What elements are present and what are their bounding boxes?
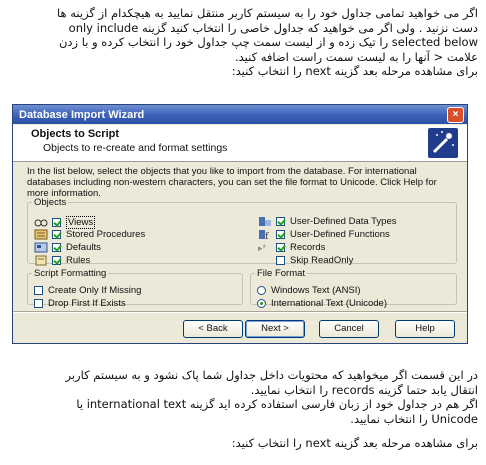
views-option[interactable] [34, 216, 95, 229]
defaults-option[interactable] [34, 242, 101, 253]
outro-gap [8, 426, 478, 436]
rules-label: Rules [66, 255, 91, 266]
close-button[interactable]: × [447, 107, 464, 123]
records-label: Records [290, 242, 326, 253]
windows-text-ansi-option[interactable] [257, 285, 361, 296]
intro-line: علامت < آنها را به لیست سمت راست اضافه کنید. [234, 49, 478, 64]
outro-line: برای مشاهده مرحله بعد گزینه next را انتخاب کنید: [231, 436, 478, 450]
records-icon [258, 242, 272, 253]
title-bar[interactable] [13, 105, 467, 124]
drop-first-if-exists-checkbox[interactable] [34, 299, 43, 308]
window-title: Database Import Wizard [19, 108, 145, 121]
stored-procedures-icon [34, 229, 48, 240]
rules-checkbox[interactable] [52, 256, 61, 265]
file-format-group [250, 268, 457, 309]
instructions-text: In the list below, select the objects that you like to import from the database. For international databases including non-western characters, you can set the file format to Unicode. Click Help for more information. [27, 166, 437, 199]
step-title: Objects to Script [31, 128, 120, 140]
windows-text-ansi-radio[interactable] [257, 286, 266, 295]
script-formatting-legend: Script Formatting [34, 268, 107, 279]
outro-paragraph [8, 368, 478, 451]
user-defined-data-types-checkbox[interactable] [276, 217, 285, 226]
user-defined-functions-checkbox[interactable] [276, 230, 285, 239]
back-button[interactable]: < Back [183, 320, 243, 338]
create-only-if-missing-checkbox[interactable] [34, 286, 43, 295]
drop-first-if-exists-label: Drop First If Exists [48, 298, 126, 309]
button-divider [13, 311, 467, 313]
user-defined-data-types-option[interactable] [258, 216, 397, 227]
skip-readonly-label: Skip ReadOnly [290, 255, 354, 266]
views-checkbox[interactable] [52, 218, 61, 227]
intro-line: اگر می خواهید تمامی جداول خود را به سیستم کاربر منتقل نمایید به هیچکدام از گزینه ها [57, 6, 478, 20]
user-defined-functions-option[interactable] [258, 229, 390, 240]
file-format-legend: File Format [257, 268, 306, 279]
cancel-button[interactable]: Cancel [319, 320, 379, 338]
records-checkbox[interactable] [276, 243, 285, 252]
next-button[interactable]: Next > [245, 320, 305, 338]
data-types-icon [258, 216, 272, 227]
stored-procedures-checkbox[interactable] [52, 230, 61, 239]
step-subtitle: Objects to re-create and format settings [43, 142, 228, 154]
stored-procedures-label: Stored Procedures [66, 229, 146, 240]
defaults-icon [34, 242, 48, 253]
objects-group [27, 197, 457, 264]
international-text-unicode-radio[interactable] [257, 299, 266, 308]
stored-procedures-option[interactable] [34, 229, 145, 240]
outro-line: Unicode را انتخاب نمایید. [350, 411, 478, 426]
functions-icon [258, 229, 272, 240]
rules-icon [34, 255, 48, 266]
intro-paragraph [8, 6, 478, 79]
intro-line: selected below را تیک زده و از لیست سمت چپ جداول خود را انتخاب کرده و با زدن [58, 35, 478, 49]
defaults-label: Defaults [66, 242, 101, 253]
records-option[interactable] [258, 242, 325, 253]
international-text-unicode-label: International Text (Unicode) [271, 298, 387, 309]
outro-line: اگر هم در جداول خود از زبان فارسی استفاده کرده اید گزینه international text یا [76, 397, 478, 411]
create-only-if-missing-label: Create Only If Missing [48, 285, 142, 296]
user-defined-data-types-label: User-Defined Data Types [290, 216, 397, 227]
script-formatting-group [27, 268, 243, 309]
user-defined-functions-label: User-Defined Functions [290, 229, 390, 240]
windows-text-ansi-label: Windows Text (ANSI) [271, 285, 361, 296]
skip-readonly-option[interactable] [276, 255, 353, 266]
wizard-header [13, 125, 467, 162]
objects-legend: Objects [34, 197, 67, 208]
svg-text:▸*: ▸* [258, 243, 267, 253]
intro-line: دست نزنید . ولی اگر می خواهید که جداول خاصی را انتخاب کنید گزینه only include [68, 20, 478, 35]
international-text-unicode-option[interactable] [257, 298, 387, 309]
intro-line: برای مشاهده مرحله بعد گزینه next را انتخاب کنید: [231, 64, 478, 78]
rules-option[interactable] [34, 255, 90, 266]
import-wizard-dialog [12, 104, 468, 344]
defaults-checkbox[interactable] [52, 243, 61, 252]
outro-line: در این قسمت اگر میخواهید که محتویات داخل جداول شما پاک نشود و به سیستم کاربر [65, 368, 478, 382]
skip-readonly-checkbox[interactable] [276, 256, 285, 265]
drop-first-if-exists-option[interactable] [34, 298, 126, 309]
wizard-wand-icon [427, 127, 459, 159]
views-icon [34, 217, 48, 228]
create-only-if-missing-option[interactable] [34, 285, 141, 296]
outro-line: انتقال یابد حتما گزینه records را انتخاب نمایید. [250, 382, 478, 397]
views-label: Views [68, 217, 94, 228]
help-button[interactable]: Help [395, 320, 455, 338]
svg-text:f: f [265, 232, 269, 240]
